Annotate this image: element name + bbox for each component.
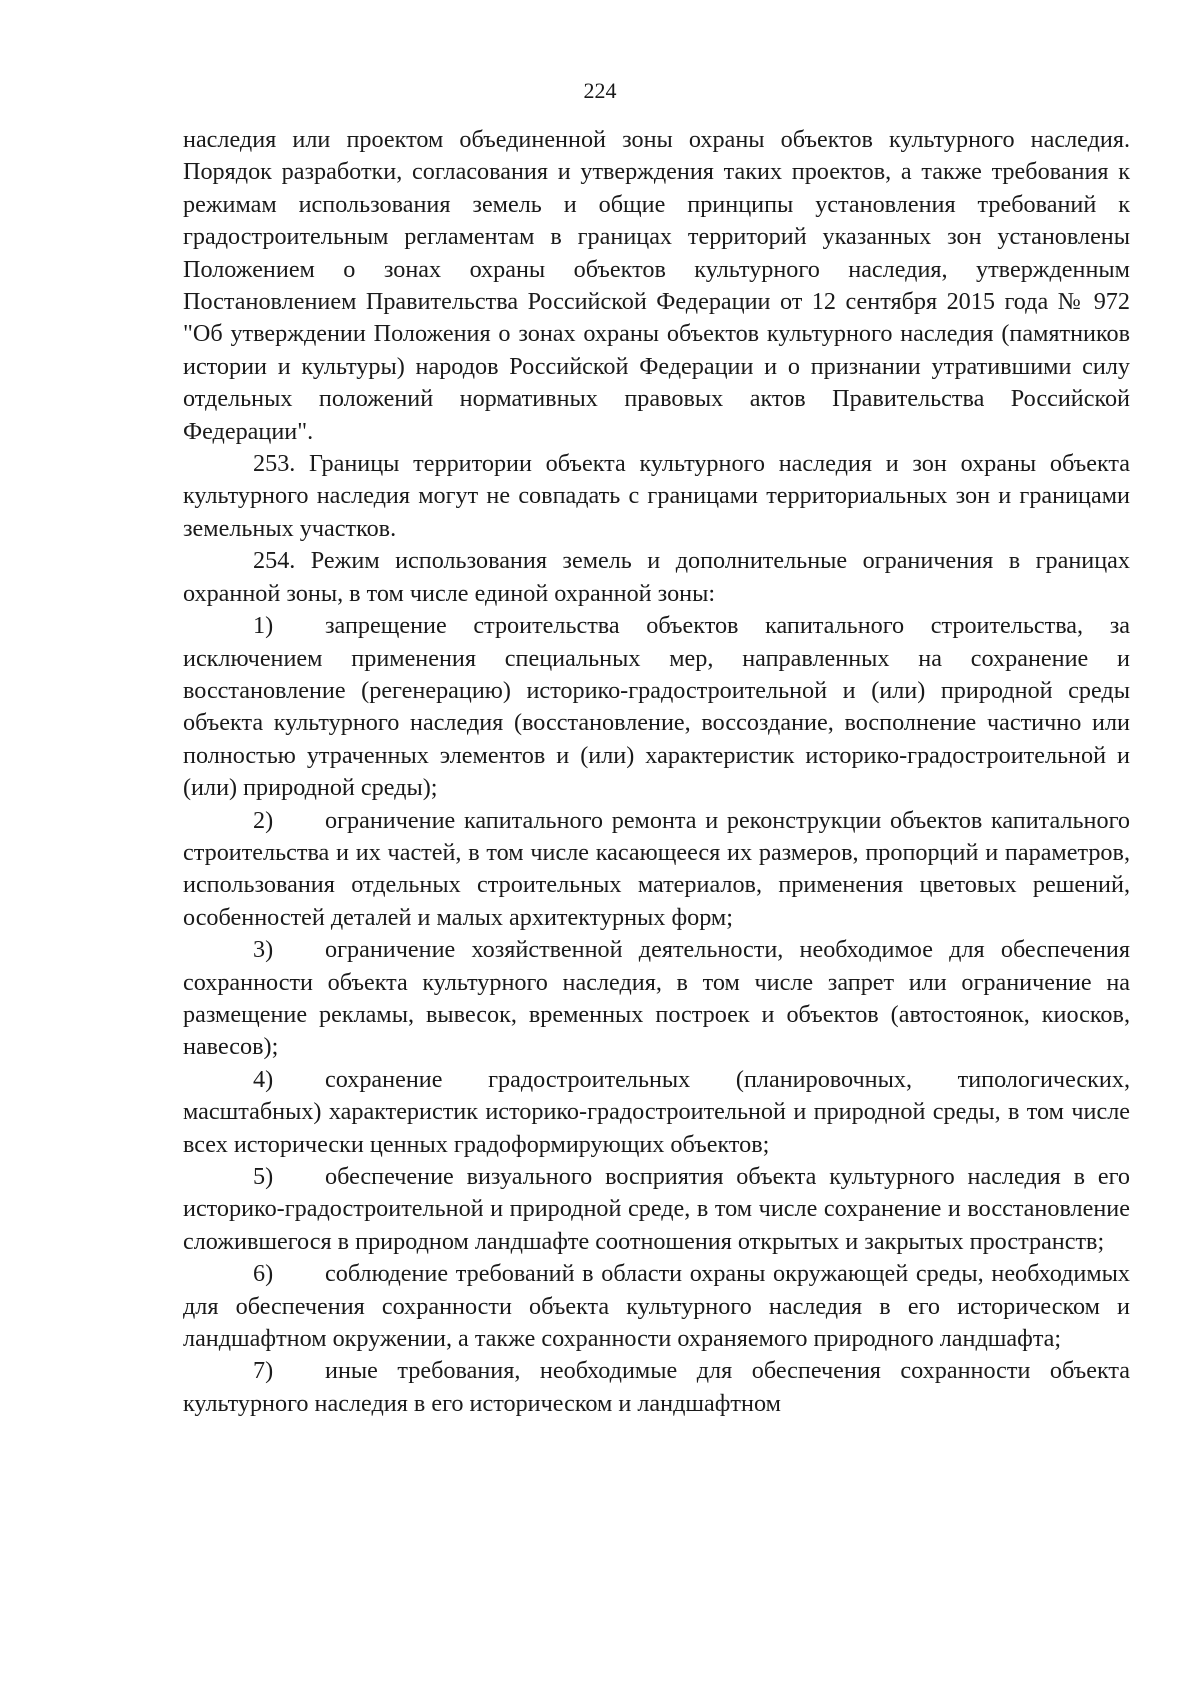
list-item-text: иные требования, необходимые для обеспечения сохранности объекта культурного наследия в его историческом и ландшафтном [183, 1357, 1130, 1417]
paragraph-continuation: наследия или проектом объединенной зоны охраны объектов культурного наследия. Порядок разработки, согласования и утверждения таких проектов, а также требования к режимам использования земель и общие принципы установления требований к градостроительным регламентам в границах территорий указанных зон установлены Положением о зонах охраны объектов культурного наследия, утвержденным Постановлением Правительства Российской Федерации от 12 сентября 2015 года № 972 "Об утверждении Положения о зонах охраны объектов культурного наследия (памятников истории и культуры) народов Российской Федерации и о признании утратившими силу отдельных положений нормативных правовых актов Правительства Российской Федерации". [183, 126, 1130, 445]
list-item [183, 1161, 1130, 1258]
list-item-text: ограничение хозяйственной деятельности, необходимое для обеспечения сохранности объекта культурного наследия, в том числе запрет или ограничение на размещение рекламы, вывесок, временных построек и объектов (автостоянок, киосков, навесов); [183, 936, 1130, 1061]
list-item [183, 805, 1130, 935]
list-item-number: 7) [253, 1357, 274, 1385]
page-number: 224 [583, 78, 617, 103]
list-item-text: ограничение капитального ремонта и реконструкции объектов капитального строительства и их частей, в том числе касающееся их размеров, пропорций и параметров, использования отдельных строительных материалов, применения цветовых решений, особенностей деталей и малых архитектурных форм; [183, 806, 1130, 931]
list-item-number: 4) [253, 1065, 274, 1093]
paragraph-253: 253. Границы территории объекта культурного наследия и зон охраны объекта культурного наследия могут не совпадать с границами территориальных зон и границами земельных участков. [183, 450, 1130, 542]
list-item-text: обеспечение визуального восприятия объекта культурного наследия в его историко-градостроительной и природной среде, в том числе сохранение и восстановление сложившегося в природном ландшафте соотношения открытых и закрытых пространств; [183, 1163, 1130, 1255]
list-item-number: 2) [253, 806, 274, 834]
list-item-number: 3) [253, 936, 274, 964]
list-item-number: 5) [253, 1163, 274, 1190]
list-item-text: соблюдение требований в области охраны окружающей среды, необходимых для обеспечения сохранности объекта культурного наследия в его историческом и ландшафтном окружении, а также сохранности охраняемого природного ландшафта; [183, 1260, 1130, 1353]
list-item-text: сохранение градостроительных (планировочных, типологических, масштабных) характеристик историко-градостроительной и природной среды, в том числе всех исторически ценных градоформирующих объектов; [183, 1065, 1130, 1158]
list-item-text: запрещение строительства объектов капитального строительства, за исключением применения специальных мер, направленных на сохранение и восстановление (регенерацию) историко-градостроительной и (или) природной среды объекта культурного наследия (восстановление, воссоздание, восполнение частично или полностью утраченных элементов и (или) характеристик историко-градостроительной и (или) природной среды); [183, 612, 1130, 802]
list-item [183, 934, 1130, 1064]
list-item [183, 1355, 1130, 1420]
document-body [183, 124, 1130, 1420]
list-item [183, 1064, 1130, 1161]
paragraph-254: 254. Режим использования земель и дополнительные ограничения в границах охранной зоны, в том числе единой охранной зоны: [183, 547, 1130, 607]
list-item [183, 610, 1130, 804]
list-item-number: 6) [253, 1260, 274, 1288]
list-item [183, 1258, 1130, 1355]
list-item-number: 1) [253, 612, 274, 640]
